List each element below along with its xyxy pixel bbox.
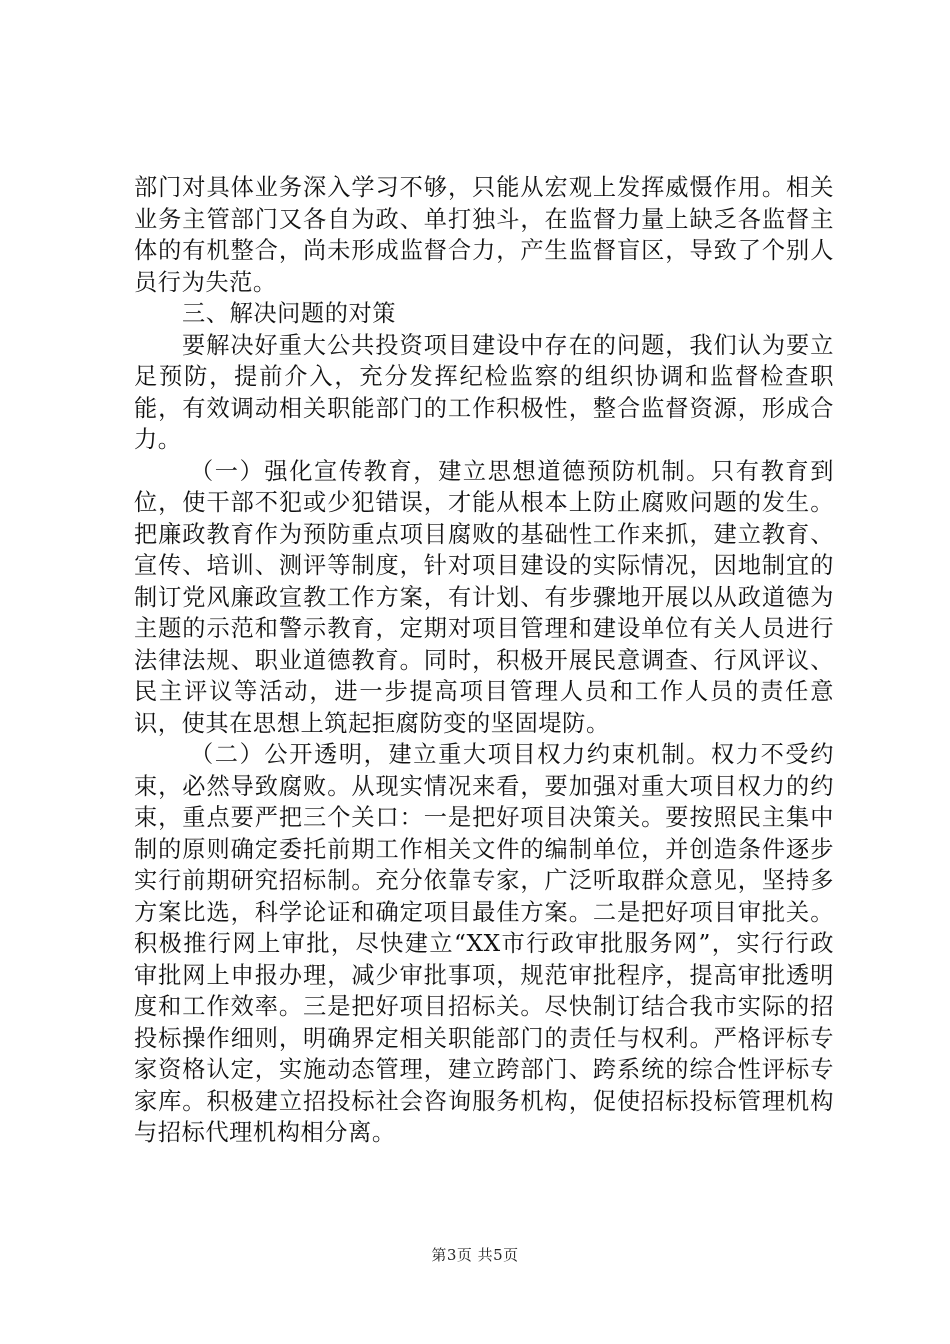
section-heading: 三、解决问题的对策 — [182, 300, 397, 327]
document-body — [134, 172, 834, 1149]
paragraph-item-2: （二）公开透明，建立重大项目权力约束机制。权力不受约束，必然导致腐败。从现实情况来看，要加强对重大项目权力的约束，重点要严把三个关口：一是把好项目决策关。要按照民主集中制的原则确定委托前期工作相关文件的编制单位，并创造条件逐步实行前期研究招标制。充分依靠专家，广泛听取群众意见，坚持多方案比选，科学论证和确定项目最佳方案。二是把好项目审批关。积极推行网上审批，尽快建立“XX市行政审批服务网”，实行行政审批网上申报办理，减少审批事项，规范审批程序，提高审批透明度和工作效率。三是把好项目招标关。尽快制订结合我市实际的招投标操作细则，明确界定相关职能部门的责任与权利。严格评标专家资格认定，实施动态管理，建立跨部门、跨系统的综合性评标专家库。积极建立招投标社会咨询服务机构，促使招标投标管理机构与招标代理机构相分离。 — [134, 741, 834, 1146]
paragraph-continuation: 部门对具体业务深入学习不够，只能从宏观上发挥威慑作用。相关业务主管部门又各自为政、单打独斗，在监督力量上缺乏各监督主体的有机整合，尚未形成监督合力，产生监督盲区，导致了个别人员行为失范。 — [134, 174, 834, 296]
page-footer: 第3页 共5页 — [431, 1246, 519, 1264]
paragraph-intro: 要解决好重大公共投资项目建设中存在的问题，我们认为要立足预防，提前介入，充分发挥纪检监察的组织协调和监督检查职能，有效调动相关职能部门的工作积极性，整合监督资源，形成合力。 — [134, 331, 834, 453]
paragraph-item-1: （一）强化宣传教育，建立思想道德预防机制。只有教育到位，使干部不犯或少犯错误，才能从根本上防止腐败问题的发生。把廉政教育作为预防重点项目腐败的基础性工作来抓，建立教育、宣传、培训、测评等制度，针对项目建设的实际情况，因地制宜的制订党风廉政宣教工作方案，有计划、有步骤地开展以从政道德为主题的示范和警示教育，定期对项目管理和建设单位有关人员进行法律法规、职业道德教育。同时，积极开展民意调查、行风评议、民主评议等活动，进一步提高项目管理人员和工作人员的责任意识，使其在思想上筑起拒腐防变的坚固堤防。 — [134, 457, 834, 737]
